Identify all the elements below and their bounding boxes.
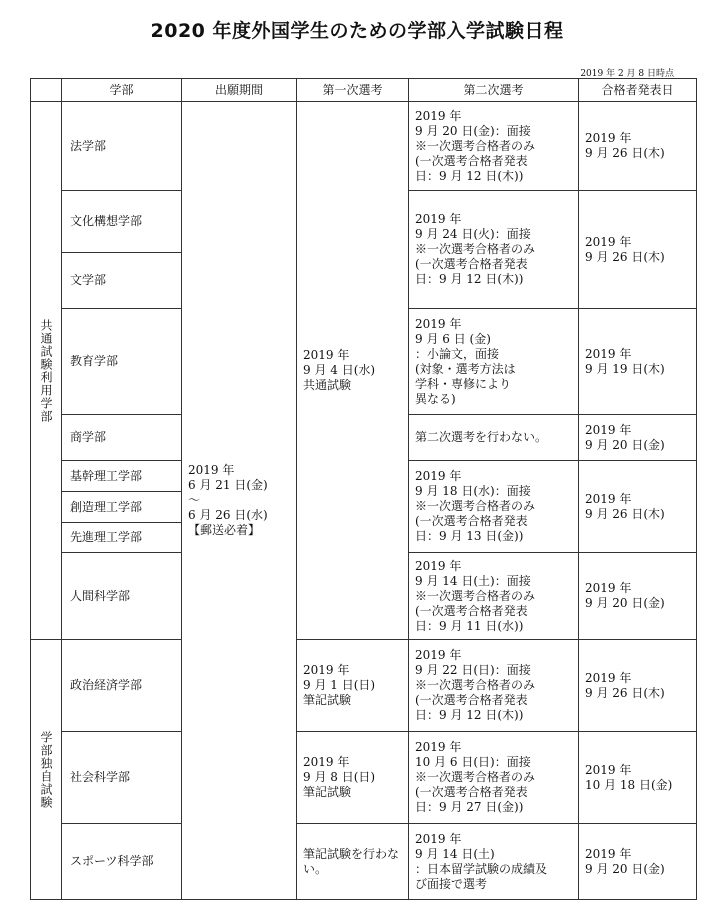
second-round-politics-economics: 2019 年 9 月 22 日(日)：面接 ※一次選考合格者のみ (一次選考合格者発表 日：9 月 12 日(木)) <box>409 640 579 732</box>
second-round-sport-sciences: 2019 年 9 月 14 日(土) ：日本留学試験の成績及 び面接で選考 <box>409 824 579 900</box>
header-application-period: 出願期間 <box>182 79 297 102</box>
result-science-engineering: 2019 年 9 月 26 日(木) <box>579 461 697 553</box>
second-round-education: 2019 年 9 月 6 日 (金) ：小論文，面接 (対象・選考方法は 学科・専修により 異なる) <box>409 309 579 415</box>
as-of-date: 2019 年 2 月 8 日時点 <box>580 69 674 79</box>
second-round-science-engineering: 2019 年 9 月 18 日(水)：面接 ※一次選考合格者のみ (一次選考合格者発表 日：9 月 13 日(金)) <box>409 461 579 553</box>
table-row <box>31 640 697 732</box>
result-law: 2019 年 9 月 26 日(木) <box>579 102 697 191</box>
result-culture-letters: 2019 年 9 月 26 日(木) <box>579 191 697 309</box>
first-round-sport-sciences: 筆記試験を行わない。 <box>297 824 409 900</box>
page-title: 2020 年度外国学生のための学部入学試験日程 <box>150 20 564 42</box>
header-faculty: 学部 <box>62 79 182 102</box>
faculty-culture: 文化構想学部 <box>62 191 182 253</box>
second-round-commerce: 第二次選考を行わない。 <box>409 415 579 461</box>
faculty-politics-economics: 政治経済学部 <box>62 640 182 732</box>
table-row <box>31 824 697 900</box>
first-round-common: 2019 年 9 月 4 日(水) 共通試験 <box>297 102 409 640</box>
category-label: 共通試験利用学部 <box>39 318 53 423</box>
category-independent-test <box>31 640 62 900</box>
second-round-human-sciences: 2019 年 9 月 14 日(土)：面接 ※一次選考合格者のみ (一次選考合格者発表 日：9 月 11 日(水)) <box>409 553 579 640</box>
result-social-sciences: 2019 年 10 月 18 日(金) <box>579 732 697 824</box>
faculty-creative-science: 創造理工学部 <box>62 492 182 523</box>
header-first-round: 第一次選考 <box>297 79 409 102</box>
faculty-sport-sciences: スポーツ科学部 <box>62 824 182 900</box>
category-common-test <box>31 102 62 640</box>
first-round-politics-economics: 2019 年 9 月 1 日(日) 筆記試験 <box>297 640 409 732</box>
category-label: 学部独自試験 <box>39 730 53 809</box>
exam-schedule-table <box>30 78 697 900</box>
faculty-law: 法学部 <box>62 102 182 191</box>
faculty-commerce: 商学部 <box>62 415 182 461</box>
table-row <box>31 102 697 191</box>
first-round-social-sciences: 2019 年 9 月 8 日(日) 筆記試験 <box>297 732 409 824</box>
faculty-human-sciences: 人間科学部 <box>62 553 182 640</box>
application-period: 2019 年 6 月 21 日(金) 〜 6 月 26 日(水) 【郵送必着】 <box>182 102 297 900</box>
result-politics-economics: 2019 年 9 月 26 日(木) <box>579 640 697 732</box>
faculty-social-sciences: 社会科学部 <box>62 732 182 824</box>
result-sport-sciences: 2019 年 9 月 20 日(金) <box>579 824 697 900</box>
header-second-round: 第二次選考 <box>409 79 579 102</box>
header-result-date: 合格者発表日 <box>579 79 697 102</box>
faculty-fundamental-science: 基幹理工学部 <box>62 461 182 492</box>
table-row <box>31 732 697 824</box>
result-human-sciences: 2019 年 9 月 20 日(金) <box>579 553 697 640</box>
header-category <box>31 79 62 102</box>
header-row <box>31 79 697 102</box>
faculty-education: 教育学部 <box>62 309 182 415</box>
second-round-culture-letters: 2019 年 9 月 24 日(火)：面接 ※一次選考合格者のみ (一次選考合格者発表 日：9 月 12 日(木)) <box>409 191 579 309</box>
result-education: 2019 年 9 月 19 日(木) <box>579 309 697 415</box>
faculty-advanced-science: 先進理工学部 <box>62 523 182 553</box>
result-commerce: 2019 年 9 月 20 日(金) <box>579 415 697 461</box>
second-round-social-sciences: 2019 年 10 月 6 日(日)：面接 ※一次選考合格者のみ (一次選考合格者発表 日：9 月 27 日(金)) <box>409 732 579 824</box>
faculty-letters: 文学部 <box>62 253 182 309</box>
second-round-law: 2019 年 9 月 20 日(金)：面接 ※一次選考合格者のみ (一次選考合格者発表 日：9 月 12 日(木)) <box>409 102 579 191</box>
